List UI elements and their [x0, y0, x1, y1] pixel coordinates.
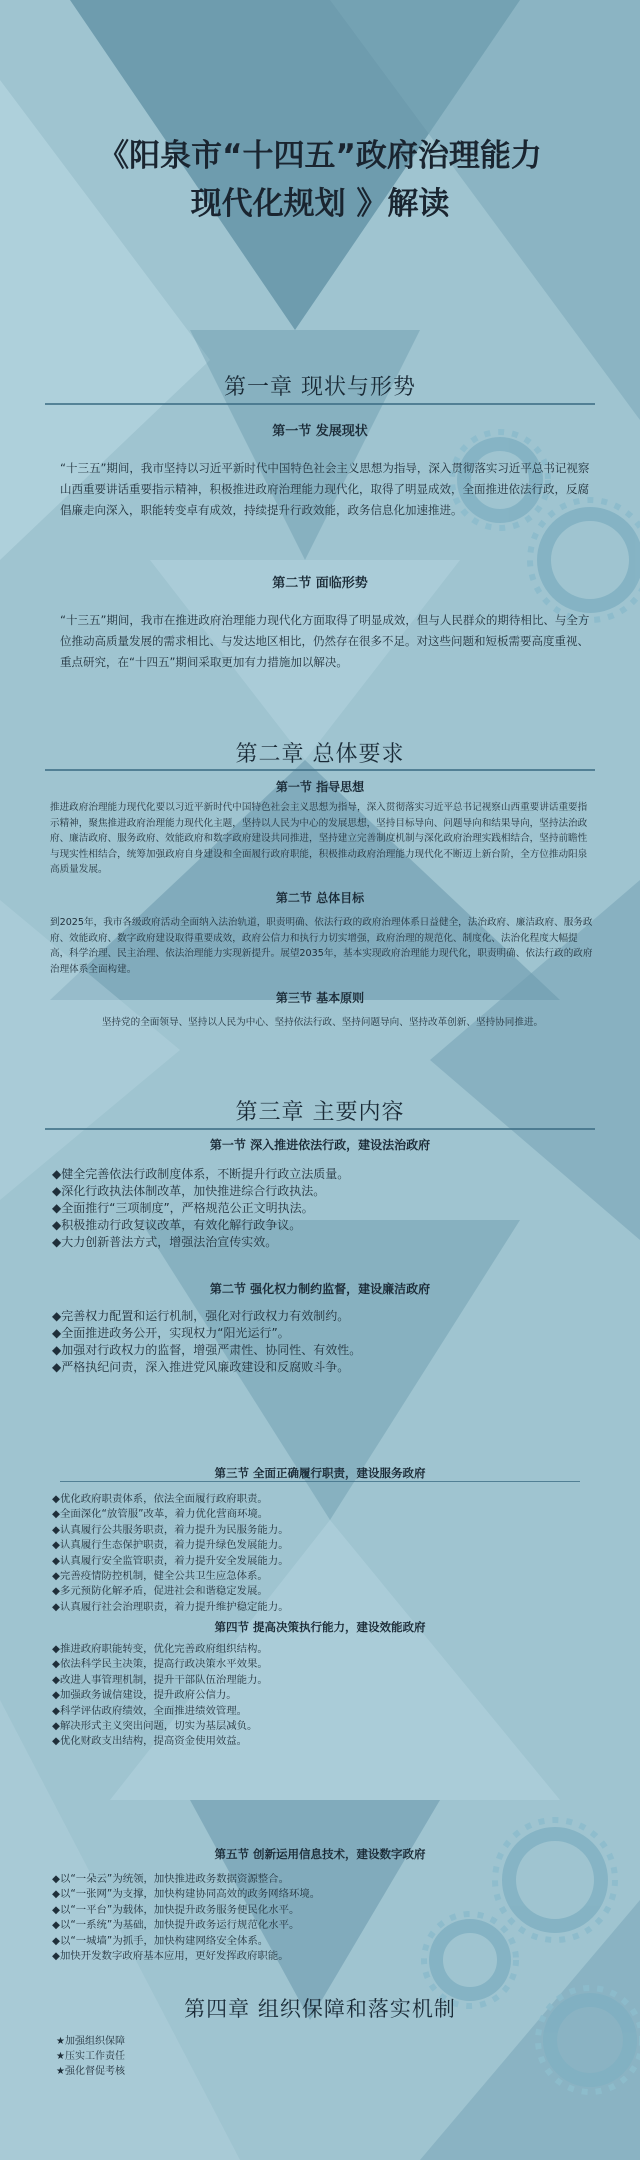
ch2-section-2-title: 第二节 总体目标: [275, 891, 365, 905]
list-item: ◆积极推动行政复议改革，有效化解行政争议。: [52, 1218, 302, 1232]
list-item: ◆深化行政执法体制改革，加快推进综合行政执法。: [52, 1184, 326, 1198]
list-item: ◆优化财政支出结构，提高资金使用效益。: [52, 1735, 248, 1748]
chapter-1-title: 第一章 现状与形势: [224, 375, 416, 400]
list-item: ◆加强对行政权力的监督，增强严肃性、协同性、有效性。: [52, 1343, 362, 1357]
list-item: ★加强组织保障: [56, 2036, 125, 2047]
ch3-section-3-list: [52, 1492, 572, 1615]
list-item: ◆完善权力配置和运行机制，强化对行政权力有效制约。: [52, 1309, 350, 1323]
ch2-section-3-title: 第三节 基本原则: [275, 991, 365, 1005]
chapter-4-list: [56, 2034, 576, 2079]
list-item: ◆以“一张网”为支撑，加快构建协同高效的政务网络环境。: [52, 1888, 321, 1901]
ch3-section-3-title: 第三节 全面正确履行职责，建设服务政府: [214, 1466, 426, 1480]
list-item: ◆认真履行生态保护职责，着力提升绿色发展能力。: [52, 1539, 289, 1552]
page-title-line2: 现代化规划 》解读: [190, 186, 450, 222]
list-item: ◆多元预防化解矛盾，促进社会和谐稳定发展。: [52, 1585, 268, 1598]
chapter-1-divider: [45, 403, 595, 405]
ch3-section-1-title: 第一节 深入推进依法行政，建设法治政府: [209, 1138, 431, 1152]
list-item: ◆改进人事管理机制，提升干部队伍治理能力。: [52, 1673, 268, 1686]
list-item: ◆依法科学民主决策，提高行政决策水平效果。: [52, 1658, 268, 1671]
list-item: ◆全面深化“放管服”改革，着力优化营商环境。: [52, 1508, 269, 1521]
list-item: ◆解决形式主义突出问题，切实为基层减负。: [52, 1720, 258, 1733]
ch1-section-1-text: “十三五”期间，我市坚持以习近平新时代中国特色社会主义思想为指导，深入贯彻落实习近平总书记视察山西重要讲话重要指示精神，积极推进政府治理能力现代化，取得了明显成效，全面推进依法行政，反腐倡廉走向深入，职能转变卓有成效，持续提升行政效能，政务信息化加速推进。: [60, 461, 590, 517]
chapter-3-title: 第三章 主要内容: [235, 1100, 405, 1125]
list-item: ◆严格执纪问责，深入推进党风廉政建设和反腐败斗争。: [52, 1360, 350, 1374]
chapter-3-divider: [45, 1128, 595, 1130]
ch3-section-1-list: [52, 1166, 572, 1251]
list-item: ◆加快开发数字政府基本应用，更好发挥政府职能。: [52, 1950, 289, 1963]
ch1-section-1-title: 第一节 发展现状: [272, 424, 368, 439]
list-item: ◆健全完善依法行政制度体系，不断提升行政立法质量。: [52, 1167, 350, 1181]
list-item: ◆加强政务诚信建设，提升政府公信力。: [52, 1689, 237, 1702]
list-item: ◆认真履行安全监管职责，着力提升安全发展能力。: [52, 1554, 289, 1567]
ch1-section-2-text: “十三五”期间，我市在推进政府治理能力现代化方面取得了明显成效，但与人民群众的期待相比、与全方位推动高质量发展的需求相比、与发达地区相比，仍然存在很多不足。对这些问题和短板需要高度重视、重点研究，在“十四五”期间采取更加有力措施加以解决。: [60, 613, 590, 669]
list-item: ◆认真履行公共服务职责，着力提升为民服务能力。: [52, 1523, 289, 1536]
list-item: ◆以“一平台”为载体，加快提升政务服务便民化水平。: [52, 1903, 300, 1916]
ch2-section-1-text: 推进政府治理能力现代化要以习近平新时代中国特色社会主义思想为指导，深入贯彻落实习近平总书记视察山西重要讲话重要指示精神，聚焦推进政府治理能力现代化主题，坚持以人民为中心的发展思想，坚持目标导向、问题导向和结果导向，坚持法治政府、廉洁政府、服务政府、效能政府和数字政府建设共同推进，坚持建立完善制度机制与深化政府治理实践相结合，坚持前瞻性与现实性相结合，统筹加强政府自身建设和全面履行政府职能，积极推动政府治理能力现代化不断迈上新台阶，全方位推动阳泉高质量发展。: [50, 802, 588, 875]
list-item: ◆全面推行“三项制度”，严格规范公正文明执法。: [52, 1201, 314, 1215]
list-item: ◆大力创新普法方式，增强法治宣传实效。: [52, 1235, 278, 1249]
ch2-section-2-text: 到2025年，我市各级政府活动全面纳入法治轨道，职责明确、依法行政的政府治理体系日益健全，法治政府、廉洁政府、服务政府、效能政府、数字政府建设取得重要成效，政府公信力和执行力切实增强，政府治理的规范化、制度化、法治化程度大幅提高，科学治理、民主治理、依法治理能力实现新提升。展望2035年，基本实现政府治理能力现代化，职责明确、依法行政的政府治理体系全面构建。: [50, 917, 593, 975]
ch2-section-3-text: 坚持党的全面领导、坚持以人民为中心、坚持依法行政、坚持问题导向、坚持改革创新、坚持协同推进。: [101, 1017, 544, 1028]
list-item: ◆认真履行社会治理职责，着力提升维护稳定能力。: [52, 1600, 289, 1613]
list-item: ◆推进政府职能转变，优化完善政府组织结构。: [52, 1643, 268, 1655]
ch2-section-1-title: 第一节 指导思想: [275, 780, 365, 794]
ch3-section-4-list: [52, 1642, 572, 1750]
list-item: ◆优化政府职责体系，依法全面履行政府职责。: [52, 1493, 268, 1505]
chapter-2-divider: [45, 769, 595, 771]
list-item: ◆完善疫情防控机制，健全公共卫生应急体系。: [52, 1570, 268, 1583]
ch1-section-2-title: 第二节 面临形势: [272, 576, 368, 591]
list-item: ◆全面推进政务公开，实现权力“阳光运行”。: [52, 1326, 290, 1340]
ch3-section-2-title: 第二节 强化权力制约监督，建设廉洁政府: [209, 1282, 431, 1296]
ch3-section-2-list: [52, 1308, 572, 1376]
chapter-4-title: 第四章 组织保障和落实机制: [184, 1997, 456, 2021]
ch3-section-4-title: 第四节 提高决策执行能力，建设效能政府: [214, 1620, 426, 1634]
list-item: ◆以“一系统”为基础，加快提升政务运行规范化水平。: [52, 1919, 300, 1932]
list-item: ★压实工作责任: [56, 2051, 125, 2062]
ch3-section-5-title: 第五节 创新运用信息技术，建设数字政府: [214, 1847, 426, 1861]
ch3-section-5-list: [52, 1872, 572, 1964]
chapter-2-title: 第二章 总体要求: [235, 742, 405, 767]
list-item: ◆以“一城墙”为抓手，加快构建网络安全体系。: [52, 1934, 269, 1947]
ch3-section-3-divider: [60, 1481, 580, 1482]
list-item: ◆科学评估政府绩效，全面推进绩效管理。: [52, 1704, 248, 1717]
list-item: ★强化督促考核: [56, 2066, 125, 2077]
list-item: ◆以“一朵云”为统领，加快推进政务数据资源整合。: [52, 1873, 289, 1885]
page-title-line1: 《阳泉市“十四五”政府治理能力: [98, 138, 542, 174]
